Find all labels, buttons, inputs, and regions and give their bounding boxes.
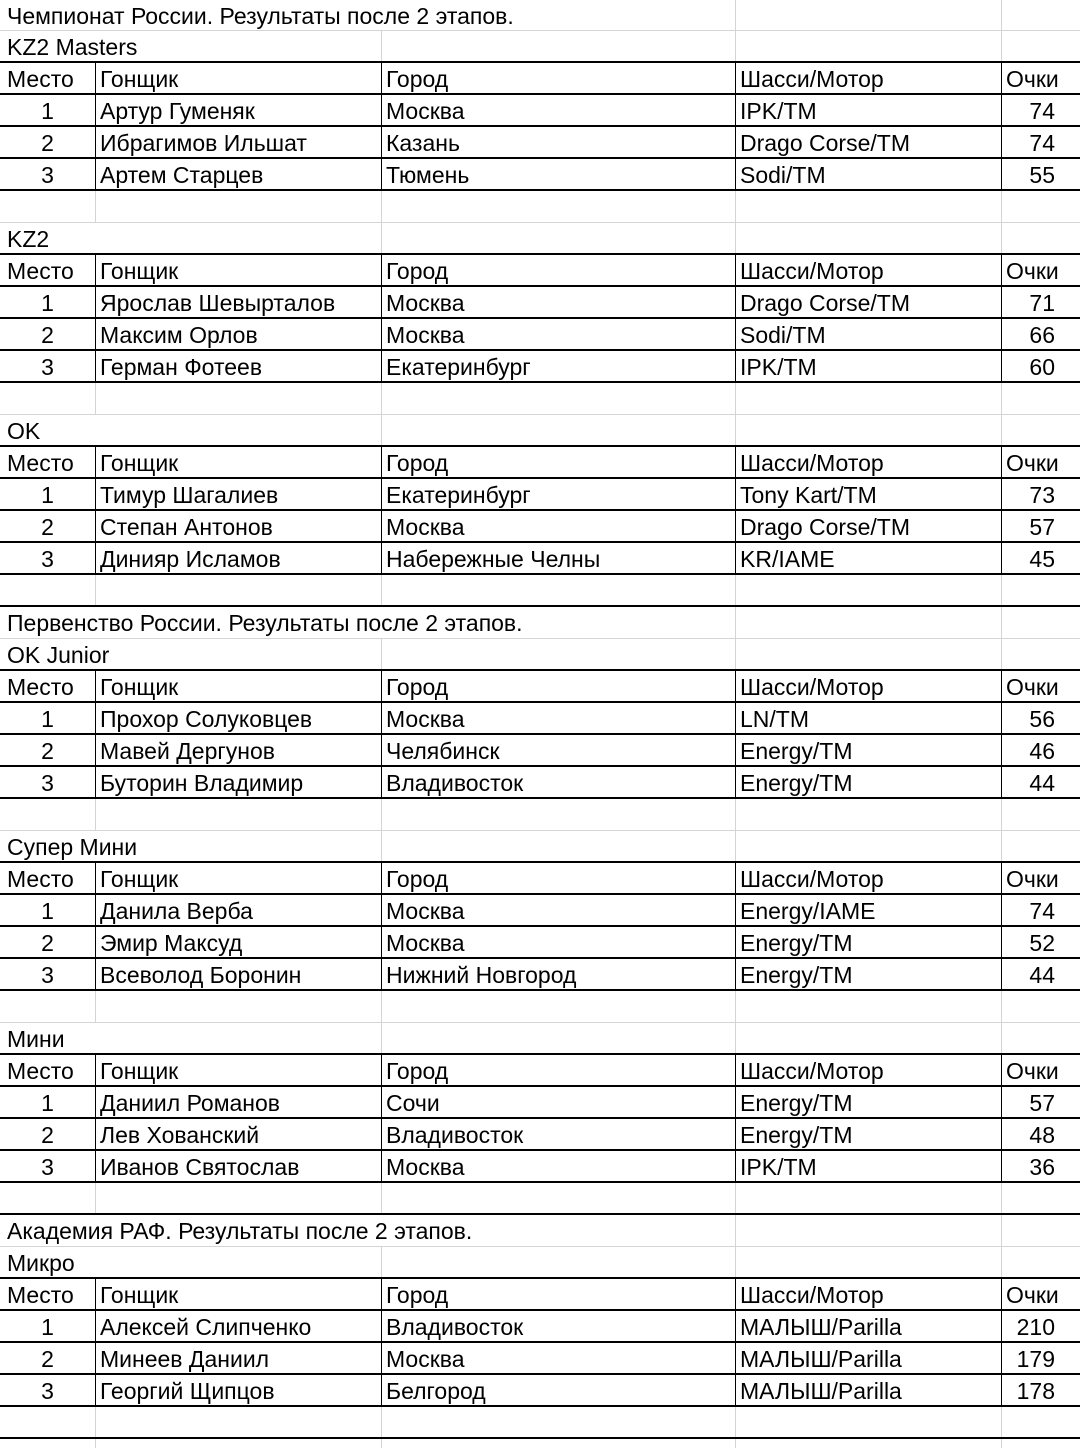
table-row [0,959,1080,991]
cell-chassis[interactable]: KR/IAME [740,546,835,572]
cell-driver[interactable]: Алексей Слипченко [100,1314,312,1340]
column-header-driver[interactable]: Гонщик [100,66,179,92]
column-header-driver[interactable]: Гонщик [100,258,179,284]
spacer-row [0,799,1080,831]
cell-place[interactable]: 1 [41,98,54,124]
column-header-place[interactable]: Место [7,1058,74,1084]
spacer-row [0,383,1080,415]
cell-driver[interactable]: Мавей Дергунов [100,738,275,764]
spacer-row [0,1183,1080,1215]
cell-place[interactable]: 2 [41,1346,54,1372]
column-divider [1001,383,1002,414]
column-header-city[interactable]: Город [386,450,449,476]
spacer-row [0,191,1080,223]
column-divider [1001,1023,1002,1053]
cell-chassis[interactable]: МАЛЫШ/Parilla [740,1346,902,1372]
table-row [0,927,1080,959]
table-header-row [0,671,1080,703]
cell-city[interactable]: Сочи [386,1090,440,1116]
cell-driver[interactable]: Динияр Исламов [100,546,281,572]
column-divider [1001,31,1002,61]
column-header-place[interactable]: Место [7,66,74,92]
cell-points[interactable]: 44 [1029,962,1055,988]
cell-city[interactable]: Набережные Челны [386,546,601,572]
column-divider [95,1407,96,1437]
column-header-place[interactable]: Место [7,450,74,476]
column-divider [735,799,736,830]
column-header-points[interactable]: Очки [1006,866,1059,892]
column-header-points[interactable]: Очки [1006,258,1059,284]
category-row [0,1247,1080,1279]
cell-chassis[interactable]: МАЛЫШ/Parilla [740,1314,902,1340]
column-divider [95,1439,96,1448]
category-name[interactable]: KZ2 [7,226,50,252]
column-header-points[interactable]: Очки [1006,674,1059,700]
spacer-row [0,575,1080,607]
column-divider [381,415,382,445]
cell-chassis[interactable]: Energy/IAME [740,898,876,924]
cell-driver[interactable]: Лев Хованский [100,1122,260,1148]
column-divider [381,799,382,830]
column-header-place[interactable]: Место [7,866,74,892]
cell-city[interactable]: Владивосток [386,1314,524,1340]
cell-chassis[interactable]: IPK/TM [740,1154,817,1180]
cell-place[interactable]: 3 [41,1154,54,1180]
table-row [0,95,1080,127]
table-row [0,703,1080,735]
cell-city[interactable]: Нижний Новгород [386,962,577,988]
block-heading[interactable]: Первенство России. Результаты после 2 этапов. [7,610,523,636]
column-divider [381,1023,382,1053]
column-divider [735,575,736,605]
column-divider [381,1183,382,1213]
category-row [0,415,1080,447]
cell-city[interactable]: Москва [386,930,465,956]
column-divider [735,1183,736,1213]
table-row [0,1343,1080,1375]
column-header-driver[interactable]: Гонщик [100,674,179,700]
column-divider [381,639,382,669]
cell-points[interactable]: 210 [1016,1314,1055,1340]
cell-chassis[interactable]: Energy/TM [740,770,853,796]
column-divider [381,1439,382,1448]
column-divider [1001,223,1002,253]
column-header-place[interactable]: Место [7,258,74,284]
column-divider [735,191,736,222]
cell-points[interactable]: 44 [1029,770,1055,796]
column-divider [735,639,736,669]
table-header-row [0,255,1080,287]
block-heading[interactable]: Академия РАФ. Результаты после 2 этапов. [7,1218,473,1244]
cell-driver[interactable]: Всеволод Боронин [100,962,302,988]
column-divider [1001,0,1002,30]
cell-chassis[interactable]: Sodi/TM [740,162,826,188]
cell-place[interactable]: 2 [41,738,54,764]
cell-city[interactable]: Челябинск [386,738,500,764]
category-name[interactable]: KZ2 Masters [7,34,138,60]
category-name[interactable]: OK Junior [7,642,110,668]
cell-points[interactable]: 74 [1029,898,1055,924]
category-name[interactable]: Супер Мини [7,834,138,860]
column-divider [735,1247,736,1277]
trailing-row [0,1439,1080,1448]
cell-points[interactable]: 56 [1029,706,1055,732]
column-divider [1001,639,1002,669]
cell-chassis[interactable]: Drago Corse/TM [740,290,910,316]
column-divider [1001,799,1002,830]
cell-place[interactable]: 3 [41,770,54,796]
column-header-points[interactable]: Очки [1006,1282,1059,1308]
cell-chassis[interactable]: Drago Corse/TM [740,514,910,540]
block-heading-row [0,0,1080,31]
column-header-driver[interactable]: Гонщик [100,450,179,476]
table-row [0,1311,1080,1343]
table-header-row [0,447,1080,479]
column-header-city[interactable]: Город [386,66,449,92]
table-row [0,1087,1080,1119]
table-row [0,543,1080,575]
cell-place[interactable]: 3 [41,162,54,188]
table-row [0,159,1080,191]
cell-city[interactable]: Екатеринбург [386,354,531,380]
cell-driver[interactable]: Буторин Владимир [100,770,304,796]
table-row [0,287,1080,319]
cell-place[interactable]: 2 [41,930,54,956]
column-divider [95,1183,96,1213]
column-divider [1001,415,1002,445]
table-row [0,1375,1080,1407]
cell-chassis[interactable]: Energy/TM [740,738,853,764]
spacer-row [0,1407,1080,1439]
table-header-row [0,863,1080,895]
cell-city[interactable]: Екатеринбург [386,482,531,508]
column-header-city[interactable]: Город [386,258,449,284]
column-header-chassis[interactable]: Шасси/Мотор [740,258,884,284]
cell-driver[interactable]: Минеев Даниил [100,1346,270,1372]
cell-city[interactable]: Москва [386,98,465,124]
cell-points[interactable]: 74 [1029,130,1055,156]
cell-points[interactable]: 57 [1029,1090,1055,1116]
cell-driver[interactable]: Даниил Романов [100,1090,281,1116]
cell-chassis[interactable]: Sodi/TM [740,322,826,348]
cell-driver[interactable]: Степан Антонов [100,514,273,540]
column-header-place[interactable]: Место [7,674,74,700]
column-header-place[interactable]: Место [7,1282,74,1308]
column-header-chassis[interactable]: Шасси/Мотор [740,1058,884,1084]
cell-place[interactable]: 1 [41,706,54,732]
cell-chassis[interactable]: Energy/TM [740,930,853,956]
cell-place[interactable]: 1 [41,1314,54,1340]
cell-place[interactable]: 1 [41,290,54,316]
table-row [0,319,1080,351]
cell-points[interactable]: 55 [1029,162,1055,188]
column-header-driver[interactable]: Гонщик [100,1058,179,1084]
cell-points[interactable]: 71 [1029,290,1055,316]
cell-driver[interactable]: Артур Гуменяк [100,98,255,124]
cell-place[interactable]: 1 [41,1090,54,1116]
table-row [0,351,1080,383]
cell-city[interactable]: Москва [386,1154,465,1180]
cell-city[interactable]: Москва [386,290,465,316]
cell-city[interactable]: Тюмень [386,162,470,188]
column-divider [381,383,382,414]
column-divider [735,991,736,1022]
cell-points[interactable]: 179 [1016,1346,1055,1372]
table-header-row [0,1055,1080,1087]
cell-driver[interactable]: Эмир Максуд [100,930,243,956]
cell-driver[interactable]: Данила Верба [100,898,253,924]
category-row [0,639,1080,671]
column-header-city[interactable]: Город [386,866,449,892]
table-row [0,1151,1080,1183]
column-divider [381,223,382,253]
column-divider [381,191,382,222]
column-divider [1001,1407,1002,1437]
cell-city[interactable]: Москва [386,1346,465,1372]
cell-chassis[interactable]: Tony Kart/TM [740,482,877,508]
cell-place[interactable]: 3 [41,962,54,988]
cell-city[interactable]: Владивосток [386,1122,524,1148]
column-header-driver[interactable]: Гонщик [100,1282,179,1308]
column-header-chassis[interactable]: Шасси/Мотор [740,674,884,700]
cell-place[interactable]: 2 [41,322,54,348]
table-row [0,767,1080,799]
cell-points[interactable]: 48 [1029,1122,1055,1148]
cell-place[interactable]: 3 [41,546,54,572]
column-divider [735,31,736,61]
cell-points[interactable]: 45 [1029,546,1055,572]
column-header-points[interactable]: Очки [1006,450,1059,476]
table-row [0,511,1080,543]
column-header-chassis[interactable]: Шасси/Мотор [740,66,884,92]
spacer-row [0,991,1080,1023]
block-heading[interactable]: Чемпионат России. Результаты после 2 этапов. [7,3,514,29]
column-divider [1001,191,1002,222]
cell-place[interactable]: 1 [41,898,54,924]
column-header-points[interactable]: Очки [1006,66,1059,92]
cell-city[interactable]: Белгород [386,1378,486,1404]
cell-place[interactable]: 1 [41,482,54,508]
column-divider [1001,1215,1002,1246]
column-divider [381,1247,382,1277]
cell-points[interactable]: 57 [1029,514,1055,540]
block-heading-row [0,607,1080,639]
cell-place[interactable]: 2 [41,1122,54,1148]
column-divider [381,831,382,861]
column-divider [95,991,96,1022]
cell-driver[interactable]: Артем Старцев [100,162,264,188]
cell-city[interactable]: Казань [386,130,460,156]
column-header-city[interactable]: Город [386,674,449,700]
column-divider [1001,1183,1002,1213]
cell-chassis[interactable]: IPK/TM [740,98,817,124]
table-header-row [0,1279,1080,1311]
block-heading-row [0,1215,1080,1247]
column-divider [95,191,96,222]
column-divider [1001,831,1002,861]
cell-chassis[interactable]: Drago Corse/TM [740,130,910,156]
cell-chassis[interactable]: LN/TM [740,706,809,732]
column-header-city[interactable]: Город [386,1282,449,1308]
cell-driver[interactable]: Георгий Щипцов [100,1378,275,1404]
column-divider [735,1439,736,1448]
cell-chassis[interactable]: Energy/TM [740,1122,853,1148]
cell-chassis[interactable]: Energy/TM [740,962,853,988]
column-divider [381,31,382,61]
column-divider [735,1215,736,1246]
category-name[interactable]: Микро [7,1250,75,1276]
cell-points[interactable]: 178 [1016,1378,1055,1404]
column-divider [735,415,736,445]
cell-driver[interactable]: Максим Орлов [100,322,258,348]
column-divider [95,575,96,605]
table-row [0,127,1080,159]
column-divider [1001,575,1002,605]
cell-city[interactable]: Москва [386,322,465,348]
column-divider [735,383,736,414]
column-divider [735,1023,736,1053]
cell-place[interactable]: 2 [41,514,54,540]
table-row [0,1119,1080,1151]
column-divider [381,991,382,1022]
cell-driver[interactable]: Прохор Солуковцев [100,706,313,732]
category-name[interactable]: Мини [7,1026,65,1052]
cell-driver[interactable]: Ибрагимов Ильшат [100,130,307,156]
column-divider [1001,1439,1002,1448]
column-header-city[interactable]: Город [386,1058,449,1084]
column-divider [735,1407,736,1437]
cell-city[interactable]: Москва [386,706,465,732]
cell-driver[interactable]: Тимур Шагалиев [100,482,279,508]
cell-chassis[interactable]: Energy/TM [740,1090,853,1116]
column-header-points[interactable]: Очки [1006,1058,1059,1084]
column-divider [381,1407,382,1437]
cell-driver[interactable]: Иванов Святослав [100,1154,300,1180]
column-header-chassis[interactable]: Шасси/Мотор [740,866,884,892]
column-header-chassis[interactable]: Шасси/Мотор [740,1282,884,1308]
cell-points[interactable]: 60 [1029,354,1055,380]
cell-driver[interactable]: Ярослав Шевырталов [100,290,336,316]
column-divider [95,799,96,830]
category-row [0,831,1080,863]
cell-points[interactable]: 66 [1029,322,1055,348]
cell-place[interactable]: 3 [41,1378,54,1404]
cell-place[interactable]: 3 [41,354,54,380]
column-divider [1001,607,1002,638]
category-row [0,31,1080,63]
column-divider [95,383,96,414]
cell-points[interactable]: 52 [1029,930,1055,956]
column-header-chassis[interactable]: Шасси/Мотор [740,450,884,476]
column-divider [735,831,736,861]
cell-city[interactable]: Москва [386,514,465,540]
column-divider [1001,1247,1002,1277]
column-divider [1001,991,1002,1022]
category-row [0,223,1080,255]
category-name[interactable]: OK [7,418,41,444]
cell-chassis[interactable]: МАЛЫШ/Parilla [740,1378,902,1404]
table-header-row [0,63,1080,95]
cell-points[interactable]: 46 [1029,738,1055,764]
column-divider [735,0,736,30]
cell-driver[interactable]: Герман Фотеев [100,354,263,380]
column-divider [735,607,736,638]
cell-city[interactable]: Владивосток [386,770,524,796]
column-header-driver[interactable]: Гонщик [100,866,179,892]
cell-points[interactable]: 36 [1029,1154,1055,1180]
cell-city[interactable]: Москва [386,898,465,924]
cell-place[interactable]: 2 [41,130,54,156]
cell-points[interactable]: 74 [1029,98,1055,124]
cell-points[interactable]: 73 [1029,482,1055,508]
column-divider [735,223,736,253]
cell-chassis[interactable]: IPK/TM [740,354,817,380]
category-row [0,1023,1080,1055]
column-divider [381,575,382,605]
table-row [0,735,1080,767]
table-row [0,479,1080,511]
table-row [0,895,1080,927]
